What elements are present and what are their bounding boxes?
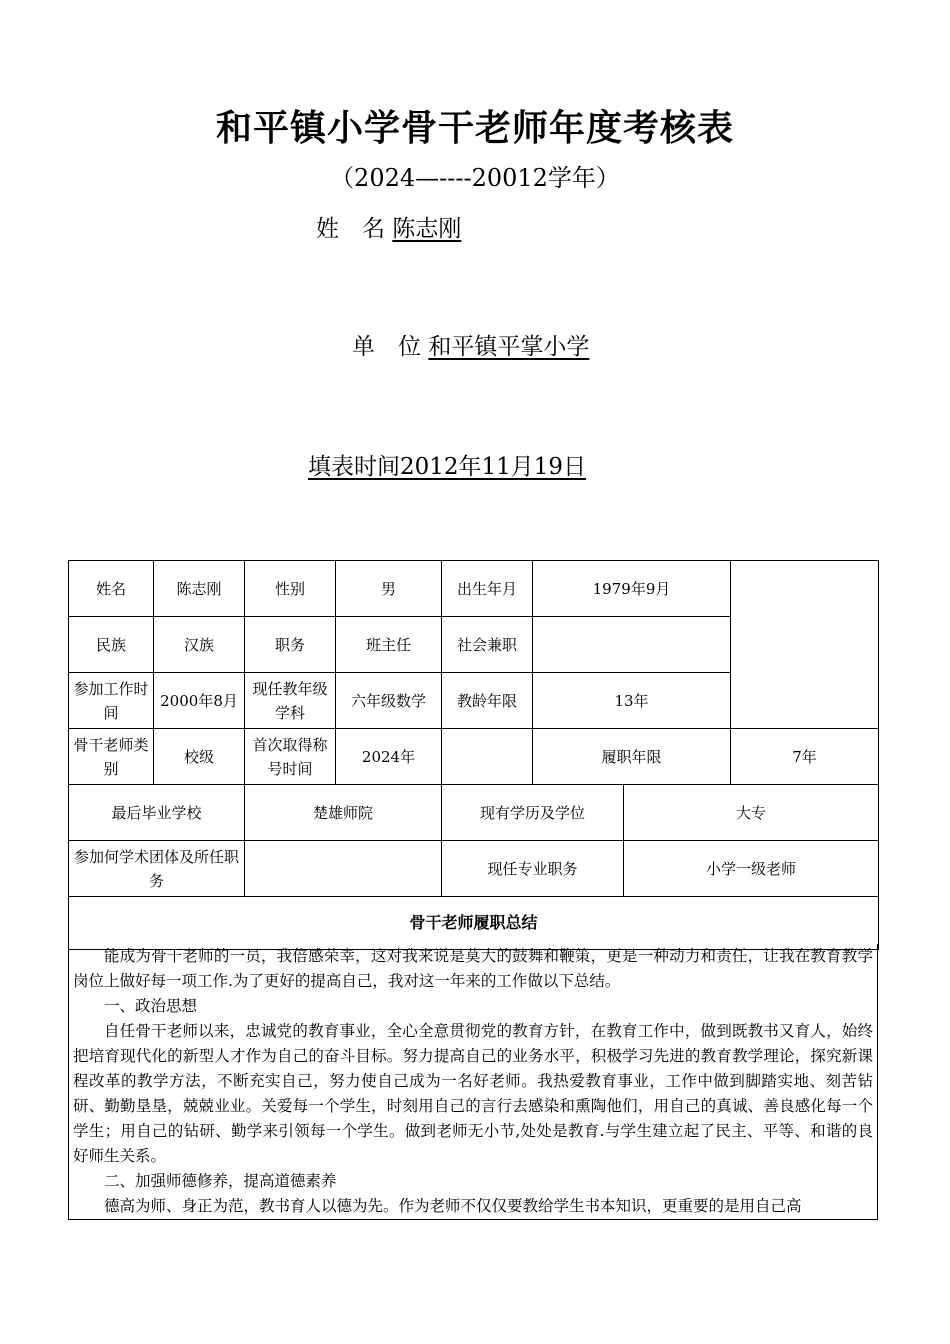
value-cell: 1979年9月: [533, 561, 731, 617]
label-cell: 性别: [245, 561, 336, 617]
school-year: （2024—----20012学年）: [330, 164, 620, 192]
value-cell: 7年: [731, 729, 879, 785]
table-row: [69, 561, 879, 617]
summary-paragraph: 能成为骨干老师的一员，我倍感荣幸，这对我来说是莫大的鼓舞和鞭策，更是一种动力和责任，让我在教育教学岗位上做好每一项工作.为了更好的提高自己，我对这一年来的工作做以下总结。: [73, 947, 873, 990]
summary-heading: 骨干老师履职总结: [69, 897, 879, 950]
unit-label: 单 位: [352, 334, 421, 360]
label-cell: 民族: [69, 617, 154, 673]
summary-body: [68, 944, 878, 1220]
table-row: [69, 785, 879, 841]
fill-date: 填表时间2012年11月19日: [308, 454, 587, 480]
label-cell: 参加工作时间: [69, 673, 154, 729]
label-cell: 骨干老师类别: [69, 729, 154, 785]
label-cell: 现有学历及学位: [442, 785, 624, 841]
info-table: [68, 560, 879, 950]
value-cell: [533, 617, 731, 673]
section-heading: 二、加强师德修养，提高道德素养: [104, 1172, 337, 1190]
value-cell: 大专: [624, 785, 879, 841]
value-cell: 2000年8月: [154, 673, 245, 729]
value-cell: 小学一级老师: [624, 841, 879, 897]
value-cell: 六年级数学: [336, 673, 442, 729]
name-label: 姓 名: [316, 216, 385, 242]
section-heading: 一、政治思想: [104, 997, 198, 1015]
value-cell: [245, 841, 442, 897]
table-row: [69, 841, 879, 897]
name-field: [316, 210, 461, 243]
table-row: [69, 729, 879, 785]
label-cell: 最后毕业学校: [69, 785, 245, 841]
value-cell: 校级: [154, 729, 245, 785]
value-cell: 楚雄师院: [245, 785, 442, 841]
label-cell: 教龄年限: [442, 673, 533, 729]
table-row: [69, 897, 879, 950]
label-cell: 现任教年级学科: [245, 673, 336, 729]
value-cell: [442, 729, 533, 785]
label-cell: 姓名: [69, 561, 154, 617]
unit-value: 和平镇平掌小学: [428, 334, 590, 360]
summary-paragraph: 自任骨干老师以来，忠诚党的教育事业，全心全意贯彻党的教育方针，在教育工作中，做到既教书又育人，始终把培育现代化的新型人才作为自己的奋斗目标。努力提高自己的业务水平，积极学习先进的教育教学理论，探究新课程改革的教学方法，不断充实自己，努力使自己成为一名好老师。我热爱教育事业，工作中做到脚踏实地、刻苦钻研、勤勤垦垦，兢兢业业。关爱每一个学生，时刻用自己的言行去感染和熏陶他们，用自己的真诚、善良感化每一个学生；用自己的钻研、勤学来引领每一个学生。做到老师无小节,处处是教育.与学生建立起了民主、平等、和谐的良好师生关系。: [73, 1022, 873, 1165]
value-cell: 2024年: [336, 729, 442, 785]
summary-paragraph: 德高为师、身正为范，教书育人以德为先。作为老师不仅仅要教给学生书本知识，更重要的是用自己高: [104, 1197, 802, 1215]
label-cell: 履职年限: [533, 729, 731, 785]
page-title: 和平镇小学骨干老师年度考核表: [215, 108, 734, 149]
value-cell: 男: [336, 561, 442, 617]
value-cell: 陈志刚: [154, 561, 245, 617]
value-cell: 班主任: [336, 617, 442, 673]
photo-cell: [731, 561, 879, 729]
unit-field: [352, 328, 589, 361]
value-cell: 13年: [533, 673, 731, 729]
label-cell: 现任专业职务: [442, 841, 624, 897]
label-cell: 参加何学术团体及所任职务: [69, 841, 245, 897]
label-cell: 社会兼职: [442, 617, 533, 673]
label-cell: 出生年月: [442, 561, 533, 617]
label-cell: 职务: [245, 617, 336, 673]
label-cell: 首次取得称号时间: [245, 729, 336, 785]
name-value: 陈志刚: [392, 216, 462, 242]
value-cell: 汉族: [154, 617, 245, 673]
